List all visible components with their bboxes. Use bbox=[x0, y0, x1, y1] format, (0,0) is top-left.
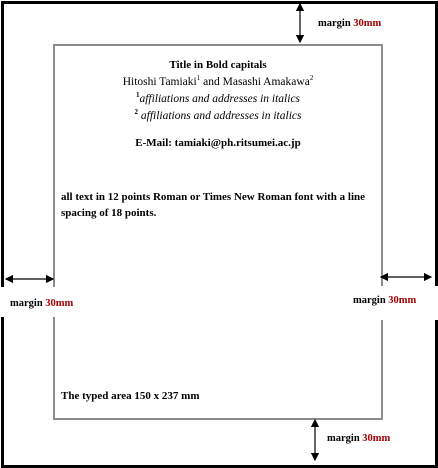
margin-label-top-prefix: margin bbox=[318, 18, 354, 29]
margin-label-right bbox=[345, 286, 438, 320]
body-text: all text in 12 points Roman or Times New Roman font with a line spacing of 18 points. bbox=[61, 191, 366, 219]
margin-label-top bbox=[316, 17, 383, 30]
affiliation-1-text: affiliations and addresses in italics bbox=[139, 93, 301, 105]
author-2-sup: 2 bbox=[309, 74, 314, 83]
affiliation-2-sup: 2 bbox=[134, 108, 139, 117]
paper-title: Title in Bold capitals bbox=[169, 59, 267, 71]
margin-label-bottom bbox=[325, 432, 392, 445]
typed-area-note: The typed area 150 x 237 mm bbox=[61, 390, 200, 402]
author-connector: and bbox=[200, 76, 223, 88]
margin-label-left-value: 30mm bbox=[45, 298, 74, 309]
author-1-sup: 1 bbox=[196, 74, 201, 83]
affiliation-2-text: affiliations and addresses in italics bbox=[140, 110, 302, 122]
email-line: E-Mail: tamiaki@ph.ritsumei.ac.jp bbox=[135, 137, 301, 149]
margin-label-right-prefix: margin bbox=[353, 295, 389, 306]
margin-label-left bbox=[0, 287, 96, 317]
author-2: Masashi Amakawa bbox=[222, 76, 310, 88]
margin-label-left-prefix: margin bbox=[10, 298, 46, 309]
margin-label-right-value: 30mm bbox=[388, 295, 417, 306]
margin-label-bottom-value: 30mm bbox=[362, 433, 391, 444]
margin-label-bottom-prefix: margin bbox=[327, 433, 363, 444]
margin-label-top-value: 30mm bbox=[353, 18, 382, 29]
author-1: Hitoshi Tamiaki bbox=[122, 76, 197, 88]
affiliation-1-sup: 1 bbox=[135, 91, 140, 100]
